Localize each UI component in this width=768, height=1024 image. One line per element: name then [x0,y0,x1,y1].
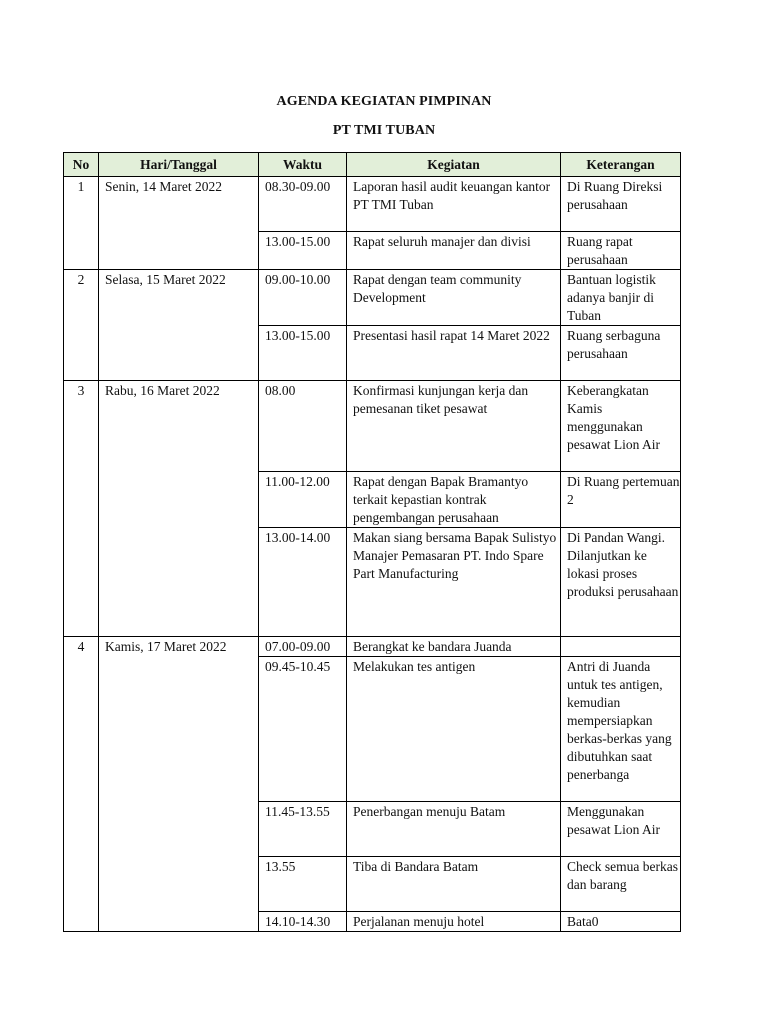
cell-activity: Berangkat ke bandara Juanda [347,637,561,657]
table-row [64,270,681,326]
cell-time: 13.00-15.00 [259,326,347,381]
header-no: No [64,153,99,177]
cell-no: 1 [64,177,99,270]
cell-note: Di Pandan Wangi. Dilanjutkan ke lokasi proses produksi perusahaan [561,528,681,637]
cell-no: 2 [64,270,99,381]
cell-time: 11.45-13.55 [259,802,347,857]
table-row [64,381,681,472]
cell-note: Keberangkatan Kamis menggunakan pesawat Lion Air [561,381,681,472]
cell-activity: Rapat seluruh manajer dan divisi [347,232,561,270]
cell-activity: Makan siang bersama Bapak Sulistyo Manajer Pemasaran PT. Indo Spare Part Manufacturing [347,528,561,637]
cell-time: 09.45-10.45 [259,657,347,802]
cell-activity: Rapat dengan Bapak Bramantyo terkait kepastian kontrak pengembangan perusahaan [347,472,561,528]
table-row [64,637,681,657]
cell-date: Selasa, 15 Maret 2022 [99,270,259,381]
cell-note: Bantuan logistik adanya banjir di Tuban [561,270,681,326]
header-note: Keterangan [561,153,681,177]
agenda-table-body [64,177,681,932]
cell-time: 07.00-09.00 [259,637,347,657]
agenda-table [63,152,681,932]
cell-activity: Melakukan tes antigen [347,657,561,802]
cell-time: 14.10-14.30 [259,912,347,932]
header-date: Hari/Tanggal [99,153,259,177]
cell-note [561,637,681,657]
cell-date: Senin, 14 Maret 2022 [99,177,259,270]
cell-note: Di Ruang Direksi perusahaan [561,177,681,232]
cell-activity: Konfirmasi kunjungan kerja dan pemesanan tiket pesawat [347,381,561,472]
cell-activity: Presentasi hasil rapat 14 Maret 2022 [347,326,561,381]
cell-note: Bata0 [561,912,681,932]
cell-note: Check semua berkas dan barang [561,857,681,912]
cell-activity: Penerbangan menuju Batam [347,802,561,857]
cell-time: 13.00-15.00 [259,232,347,270]
cell-activity: Perjalanan menuju hotel [347,912,561,932]
header-time: Waktu [259,153,347,177]
cell-note: Ruang serbaguna perusahaan [561,326,681,381]
cell-no: 4 [64,637,99,932]
cell-note: Menggunakan pesawat Lion Air [561,802,681,857]
cell-time: 08.00 [259,381,347,472]
cell-time: 13.55 [259,857,347,912]
document-subtitle: PT TMI TUBAN [332,123,436,138]
cell-activity: Rapat dengan team community Development [347,270,561,326]
header-activity: Kegiatan [347,153,561,177]
table-header-row [64,153,681,177]
cell-time: 13.00-14.00 [259,528,347,637]
cell-activity: Laporan hasil audit keuangan kantor PT TMI Tuban [347,177,561,232]
cell-note: Ruang rapat perusahaan [561,232,681,270]
table-row [64,177,681,232]
cell-date: Kamis, 17 Maret 2022 [99,637,259,932]
cell-time: 09.00-10.00 [259,270,347,326]
document-title: AGENDA KEGIATAN PIMPINAN [276,94,492,109]
cell-note: Di Ruang pertemuan 2 [561,472,681,528]
cell-date: Rabu, 16 Maret 2022 [99,381,259,637]
cell-no: 3 [64,381,99,637]
cell-time: 11.00-12.00 [259,472,347,528]
cell-time: 08.30-09.00 [259,177,347,232]
cell-activity: Tiba di Bandara Batam [347,857,561,912]
cell-note: Antri di Juanda untuk tes antigen, kemudian mempersiapkan berkas-berkas yang dibutuhkan saat penerbanga [561,657,681,802]
